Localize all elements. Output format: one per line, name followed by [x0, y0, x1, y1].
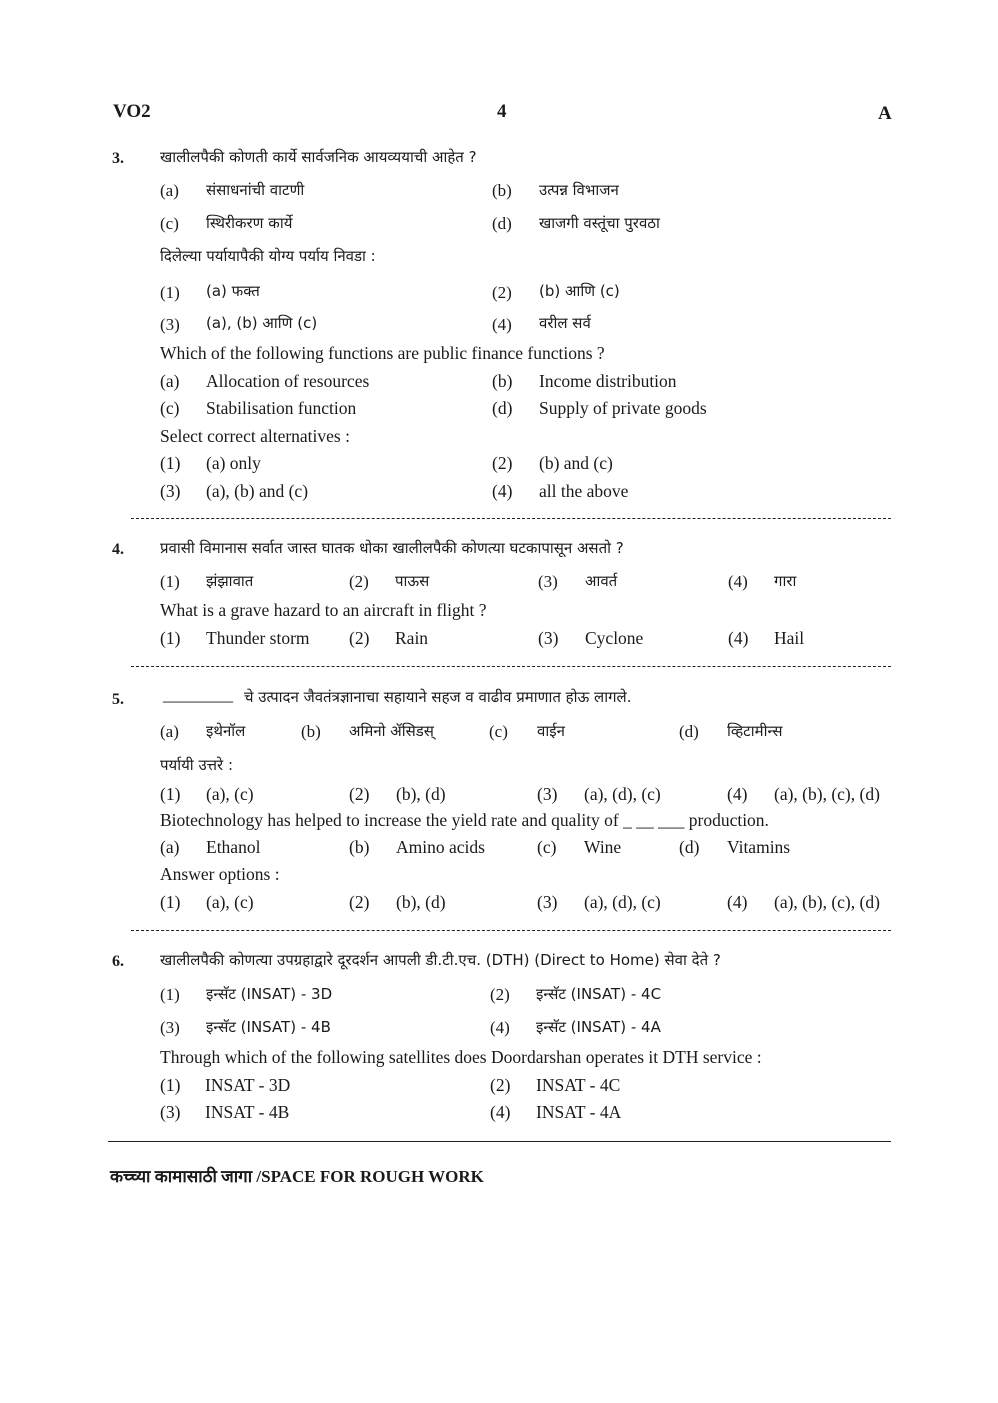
item-label: (a)	[160, 181, 179, 200]
instruction-marathi: पर्यायी उत्तरे :	[160, 756, 234, 774]
item-text: संसाधनांची वाटणी	[206, 181, 305, 199]
question-text-marathi: खालीलपैकी कोणती कार्ये सार्वजनिक आयव्ययाची आहेत ?	[160, 148, 477, 166]
item-label: (b)	[349, 837, 370, 857]
option-label: (1)	[160, 892, 181, 912]
option-label: (4)	[727, 892, 748, 912]
option-label: (4)	[728, 572, 748, 591]
item-text: Supply of private goods	[539, 398, 707, 418]
option-text: (a), (b), (c), (d)	[774, 892, 880, 912]
option-label: (1)	[160, 1075, 181, 1095]
option-label: (2)	[490, 1075, 511, 1095]
answer-blank: ________	[163, 684, 233, 704]
item-text: Income distribution	[539, 371, 677, 391]
item-text: Amino acids	[396, 837, 485, 857]
option-label: (3)	[538, 628, 559, 648]
option-text: (a), (b), (c), (d)	[774, 784, 880, 804]
option-label: (2)	[490, 985, 510, 1004]
question-number: 4.	[112, 541, 124, 558]
item-label: (c)	[489, 722, 508, 741]
paper-code: VO2	[113, 101, 151, 122]
option-label: (2)	[492, 453, 513, 473]
item-text: इथेनॉल	[206, 722, 246, 740]
option-label: (3)	[160, 1102, 181, 1122]
item-text: अमिनो ॲसिडस्	[349, 722, 434, 740]
item-label: (c)	[160, 214, 179, 233]
question-number: 5.	[112, 691, 124, 708]
option-label: (1)	[160, 784, 181, 804]
option-text: (a) only	[206, 453, 261, 473]
item-text: उत्पन्न विभाजन	[539, 181, 619, 199]
item-text: Stabilisation function	[206, 398, 357, 418]
option-label: (1)	[160, 572, 180, 591]
item-label: (d)	[679, 722, 699, 741]
option-text: (b) and (c)	[539, 453, 613, 473]
item-text: Vitamins	[727, 837, 791, 857]
option-text: (a), (c)	[206, 784, 254, 804]
instruction-marathi: दिलेल्या पर्यायापैकी योग्य पर्याय निवडा :	[160, 247, 376, 265]
item-text: Wine	[584, 837, 622, 857]
item-label: (b)	[492, 181, 512, 200]
option-text: वरील सर्व	[539, 314, 591, 332]
option-label: (4)	[492, 481, 513, 501]
question-text-marathi: चे उत्पादन जैवतंत्रज्ञानाचा सहायाने सहज व वाढीव प्रमाणात होऊ लागले.	[244, 688, 632, 706]
option-label: (4)	[490, 1102, 511, 1122]
item-text: वाईन	[537, 722, 565, 740]
question-text-english: Which of the following functions are public finance functions ?	[160, 343, 605, 363]
option-label: (3)	[160, 315, 180, 334]
option-text: Hail	[774, 628, 805, 648]
item-text: Allocation of resources	[206, 371, 370, 391]
option-text: all the above	[539, 481, 629, 501]
option-label: (3)	[538, 572, 558, 591]
option-label: (1)	[160, 628, 181, 648]
option-text: INSAT - 4A	[536, 1102, 622, 1122]
option-text: इन्सॅट (INSAT) - 4A	[536, 1018, 661, 1036]
page-number: 4	[497, 101, 507, 122]
option-text: Rain	[395, 628, 429, 648]
option-label: (2)	[349, 628, 370, 648]
item-label: (d)	[679, 837, 700, 857]
item-label: (a)	[160, 371, 180, 391]
question-text-marathi: खालीलपैकी कोणत्या उपग्रहाद्वारे दूरदर्शन आपली डी.टी.एच. (DTH) (Direct to Home) सेवा देते ?	[160, 951, 721, 969]
option-text: इन्सॅट (INSAT) - 4B	[206, 1018, 331, 1036]
option-label: (2)	[349, 892, 370, 912]
item-text: स्थिरीकरण कार्ये	[206, 214, 293, 232]
option-label: (3)	[160, 1018, 180, 1037]
option-text: Thunder storm	[206, 628, 310, 648]
divider	[131, 666, 891, 667]
question-number: 6.	[112, 953, 124, 970]
option-label: (1)	[160, 283, 180, 302]
option-label: (2)	[492, 283, 512, 302]
option-text: (a), (b) and (c)	[206, 481, 309, 501]
option-label: (4)	[490, 1018, 510, 1037]
item-label: (d)	[492, 398, 513, 418]
option-text: इन्सॅट (INSAT) - 3D	[206, 985, 333, 1003]
item-label: (b)	[301, 722, 321, 741]
option-text: झंझावात	[206, 572, 254, 590]
option-text: इन्सॅट (INSAT) - 4C	[536, 985, 662, 1003]
option-text: (a), (d), (c)	[584, 892, 661, 912]
option-text: (b) आणि (c)	[539, 282, 620, 300]
item-text: व्हिटामीन्स	[727, 722, 783, 740]
option-text: Cyclone	[585, 628, 644, 648]
instruction-english: Answer options :	[160, 864, 280, 884]
option-text: (b), (d)	[396, 892, 446, 912]
option-text: (a), (b) आणि (c)	[206, 314, 318, 332]
series-letter: A	[878, 103, 892, 124]
option-label: (1)	[160, 453, 181, 473]
option-text: (a) फक्त	[206, 282, 260, 300]
divider	[131, 518, 891, 519]
divider	[108, 1141, 891, 1142]
option-label: (1)	[160, 985, 180, 1004]
option-text: (b), (d)	[396, 784, 446, 804]
option-text: INSAT - 4B	[205, 1102, 290, 1122]
divider	[131, 930, 891, 931]
question-text-english: What is a grave hazard to an aircraft in flight ?	[160, 600, 487, 620]
rough-work-label: कच्च्या कामासाठी जागा /SPACE FOR ROUGH WORK	[110, 1167, 484, 1186]
option-text: (a), (d), (c)	[584, 784, 661, 804]
option-label: (4)	[728, 628, 749, 648]
option-label: (3)	[537, 784, 558, 804]
option-text: गारा	[774, 572, 797, 590]
option-text: पाऊस	[395, 572, 430, 590]
option-label: (3)	[537, 892, 558, 912]
question-text-english: Through which of the following satellites does Doordarshan operates it DTH service :	[160, 1047, 762, 1067]
item-label: (c)	[537, 837, 557, 857]
item-text: Ethanol	[206, 837, 261, 857]
option-label: (4)	[727, 784, 748, 804]
question-text-english: Biotechnology has helped to increase the yield rate and quality of _ __ ___ production.	[160, 810, 769, 830]
option-text: (a), (c)	[206, 892, 254, 912]
question-number: 3.	[112, 150, 124, 167]
option-text: आवर्त	[585, 572, 618, 590]
option-text: INSAT - 4C	[536, 1075, 621, 1095]
item-text: खाजगी वस्तूंचा पुरवठा	[539, 214, 660, 232]
item-label: (b)	[492, 371, 513, 391]
item-label: (a)	[160, 837, 180, 857]
option-label: (2)	[349, 784, 370, 804]
option-label: (3)	[160, 481, 181, 501]
item-label: (d)	[492, 214, 512, 233]
option-text: INSAT - 3D	[205, 1075, 291, 1095]
option-label: (4)	[492, 315, 512, 334]
instruction-english: Select correct alternatives :	[160, 426, 350, 446]
item-label: (a)	[160, 722, 179, 741]
question-text-marathi: प्रवासी विमानास सर्वात जास्त घातक धोका खालीलपैकी कोणत्या घटकापासून असतो ?	[160, 539, 624, 557]
item-label: (c)	[160, 398, 180, 418]
option-label: (2)	[349, 572, 369, 591]
